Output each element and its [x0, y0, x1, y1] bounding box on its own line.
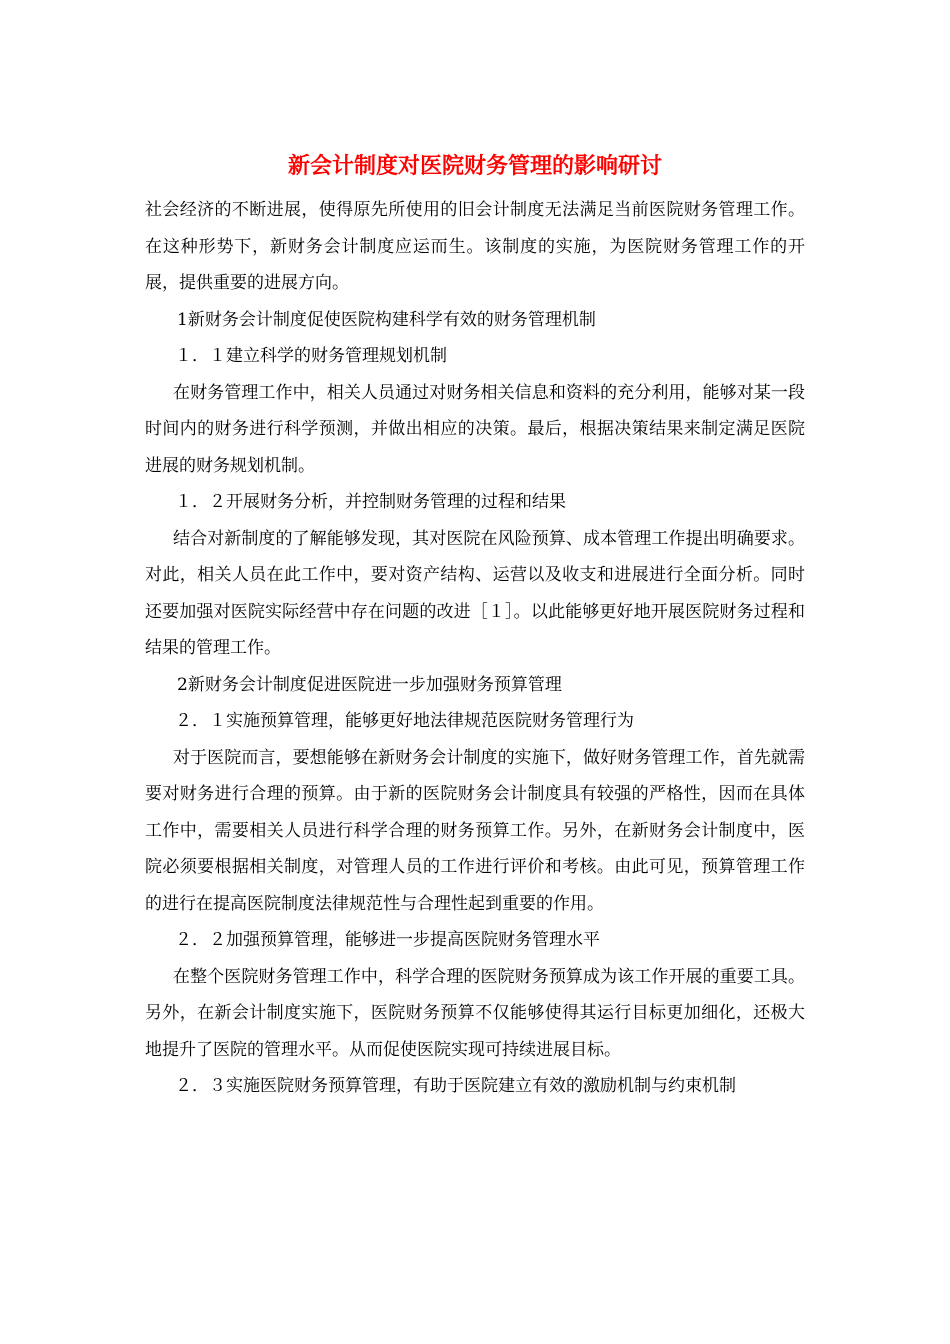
section-1-2-paragraph: 结合对新制度的了解能够发现，其对医院在风险预算、成本管理工作提出明确要求。对此，相关人员在此工作中，要对资产结构、运营以及收支和进展进行全面分析。同时还要加强对医院实际经营中存在问题的改进［１］。以此能够更好地开展医院财务过程和结果的管理工作。 — [145, 528, 805, 658]
section-1-heading: 1新财务会计制度促使医院构建科学有效的财务管理机制 — [177, 309, 596, 330]
section-2-1-paragraph: 对于医院而言，要想能够在新财务会计制度的实施下，做好财务管理工作，首先就需要对财务进行合理的预算。由于新的医院财务会计制度具有较强的严格性，因而在具体工作中，需要相关人员进行科学合理的财务预算工作。另外，在新财务会计制度中，医院必须要根据相关制度，对管理人员的工作进行评价和考核。由此可见，预算管理工作的进行在提高医院制度法律规范性与合理性起到重要的作用。 — [145, 747, 805, 914]
section-1-2-heading: １．２开展财务分析，并控制财务管理的过程和结果 — [175, 492, 566, 512]
section-2-2-paragraph: 在整个医院财务管理工作中，科学合理的医院财务预算成为该工作开展的重要工具。另外，在新会计制度实施下，医院财务预算不仅能够使得其运行目标更加细化，还极大地提升了医院的管理水平。从而促使医院实现可持续进展目标。 — [145, 966, 805, 1060]
section-2-3-heading: ２．３实施医院财务预算管理，有助于医院建立有效的激励机制与约束机制 — [175, 1076, 736, 1096]
section-2-2-heading: ２．２加强预算管理，能够进一步提高医院财务管理水平 — [175, 930, 600, 950]
section-1-1-paragraph: 在财务管理工作中，相关人员通过对财务相关信息和资料的充分利用，能够对某一段时间内的财务进行科学预测，并做出相应的决策。最后，根据决策结果来制定满足医院进展的财务规划机制。 — [145, 382, 805, 476]
intro-paragraph: 社会经济的不断进展，使得原先所使用的旧会计制度无法满足当前医院财务管理工作。在这种形势下，新财务会计制度应运而生。该制度的实施，为医院财务管理工作的开展，提供重要的进展方向。 — [145, 200, 805, 293]
section-1-1-heading: １．１建立科学的财务管理规划机制 — [175, 346, 447, 366]
document-title: 新会计制度对医院财务管理的影响研讨 — [287, 153, 662, 179]
document-body — [145, 192, 805, 1105]
section-2-1-heading: ２．１实施预算管理，能够更好地法律规范医院财务管理行为 — [175, 711, 634, 731]
section-2-heading: 2新财务会计制度促进医院进一步加强财务预算管理 — [177, 674, 562, 695]
